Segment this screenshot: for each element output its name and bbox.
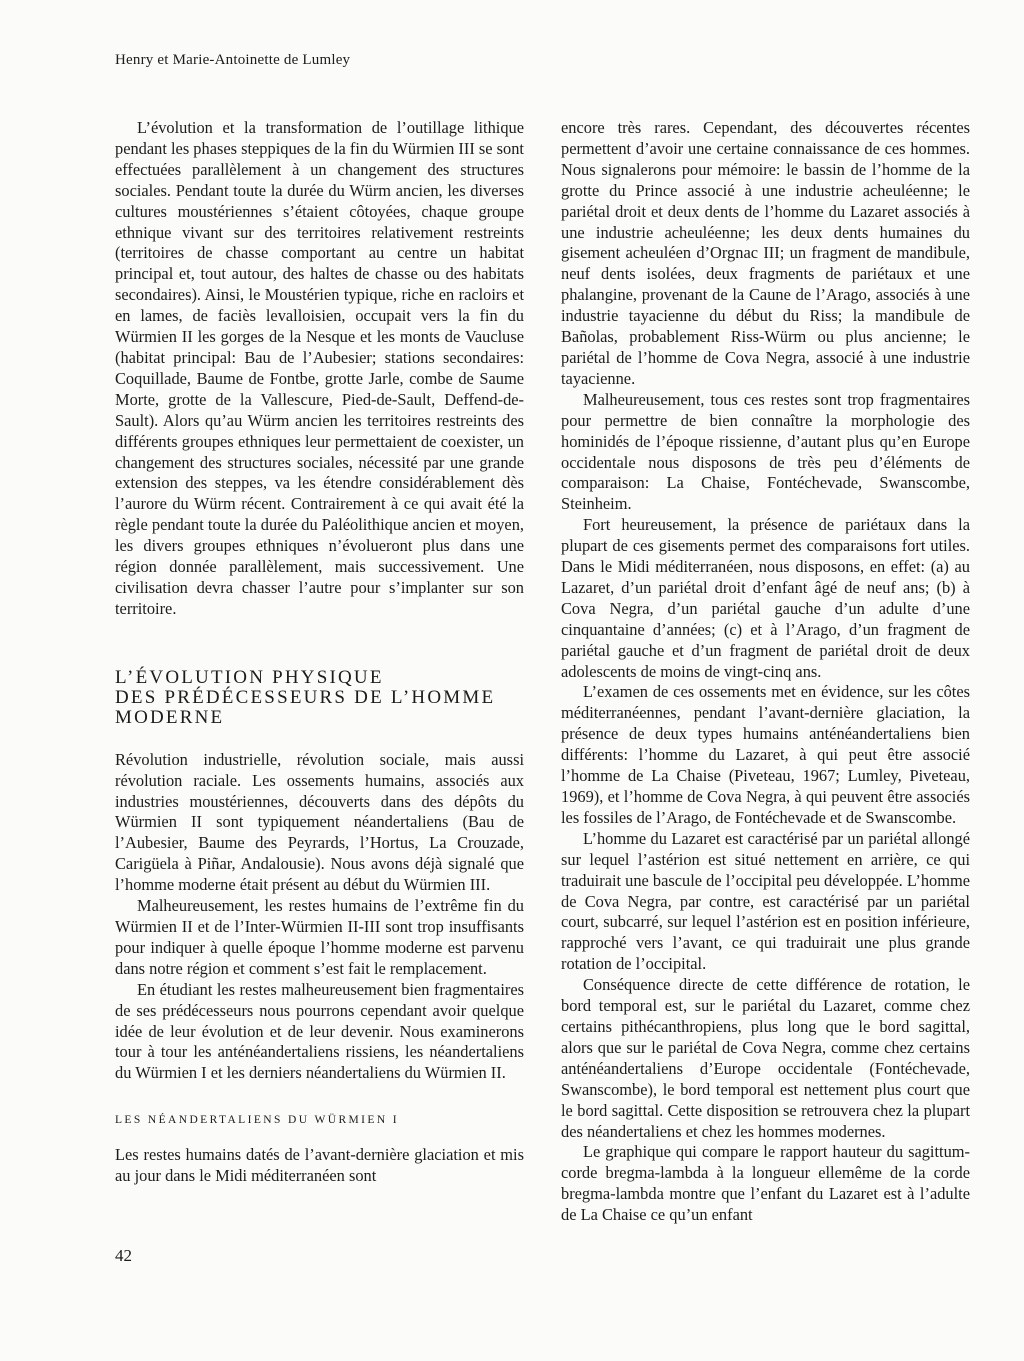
paragraph: Malheureusement, les restes humains de l’extrême fin du Würmien II et de l’Inter-Würmien II-III sont trop insuffisants pour indiquer à quelle époque l’homme moderne est parvenu dans notre région et comment s’est fait le remplacement. — [115, 896, 524, 978]
subsection-title: LES NÉANDERTALIENS DU WÜRMIEN I — [115, 1114, 400, 1127]
paragraph: L’examen de ces ossements met en évidence, sur les côtes méditerranéennes, pendant l’avant-dernière glaciation, la présence de deux types humains anténéandertaliens bien différents: l’homme du Lazaret, à qui peut être associé l’homme de La Chaise (Piveteau, 1967; Lumley, Piveteau, 1969), et l’homme de Cova Negra, à qui peuvent être associés les fossiles de l’Arago, de Fontéchevade et de Swanscombe. — [561, 682, 970, 827]
page-number: 42 — [115, 1246, 132, 1265]
section-title-line: MODERNE — [115, 706, 225, 728]
paragraph: Le graphique qui compare le rapport hauteur du sagittum-corde bregma-lambda à la longueur ellemême de la corde bregma-lambda montre que l’enfant du Lazaret est à l’adulte de La Chaise ce qu’un enfant — [561, 1142, 970, 1225]
section-title-line: L’ÉVOLUTION PHYSIQUE — [115, 666, 384, 688]
paragraph: encore très rares. Cependant, des découvertes récentes permettent d’avoir une certaine connaissance de ces hommes. Nous signalerons pour mémoire: le bassin de l’homme de la grotte du Prince associé à une industrie acheuléenne; le pariétal droit et deux dents de l’homme du Lazaret associés à une industrie acheuléenne; les deux dents humaines du gisement acheuléen d’Orgnac III; un fragment de mandibule, neuf dents isolées, deux fragments de pariétaux et une phalangine, provenant de la Caune de l’Arago, associés à une industrie tayacienne du début du Riss; la mandibule de Bañolas, probablement Riss-Würm ou plus ancienne; le pariétal de l’homme de Cova Negra, associé à une industrie tayacienne. — [561, 118, 970, 388]
left-column — [115, 118, 524, 1187]
paragraph: Révolution industrielle, révolution sociale, mais aussi révolution raciale. Les ossements humains, associés aux industries moustériennes, découverts dans des dépôts du Würmien II sont typiquement néandertaliens (Bau de l’Aubesier, Baume des Peyrards, l’Hortus, La Crouzade, Carigüela à Piñar, Andalousie). Nous avons déjà signalé que l’homme moderne était présent au début du Würmien III. — [115, 749, 524, 895]
running-head: Henry et Marie-Antoinette de Lumley — [115, 52, 351, 68]
paragraph: L’homme du Lazaret est caractérisé par un pariétal allongé sur lequel l’astérion est situé nettement en arrière, ce qui traduirait une bascule de l’occipital peu développée. L’homme de Cova Negra, par contre, est caractérisé par un pariétal court, subcarré, sur lequel l’astérion est en position inférieure, rapproché vers l’avant, ce qui traduirait une plus grande rotation de l’occipital. — [561, 828, 971, 974]
paragraph: Conséquence directe de cette différence de rotation, le bord temporal est, sur le pariétal du Lazaret, comme chez certains pithécanthropiens, plus long que le bord sagittal, alors que sur le pariétal de Cova Negra, comme chez certains anténéandertaliens d’Europe occidentale (Fontéchevade, Swanscombe), le bord temporal est nettement plus court que le bord sagittal. Cette disposition se retrouvera chez la plupart des néandertaliens et chez les hommes modernes. — [561, 975, 970, 1141]
paragraph: Les restes humains datés de l’avant-dernière glaciation et mis au jour dans le Midi méditerranéen sont — [115, 1145, 524, 1186]
paragraph: L’évolution et la transformation de l’outillage lithique pendant les phases steppiques de la fin du Würmien III se sont effectuées parallèlement à un changement des structures sociales. Pendant toute la durée du Würm ancien, les diverses cultures moustériennes s’étaient côtoyées, chaque groupe ethnique vivant sur des territoires relativement restreints (territoires de chasse comportant au centre un habitat principal et, tout autour, des haltes de chasse ou des habitats secondaires). Ainsi, le Moustérien typique, riche en racloirs et en lames, de faciès levalloisien, occupait vers la fin du Würmien II les gorges de la Nesque et les monts de Vaucluse (habitat principal: Bau de l’Aubesier; stations secondaires: Coquillade, Baume de Fontbe, grotte Jarle, combe de Saume Morte, grotte de la Vallescure, Pied-de-Sault, Deffend-de-Sault). Alors qu’au Würm ancien les territoires restreints des différents groupes ethniques leur permettaient de coexister, un changement des structures sociales, nécessité par une grande extension des steppes, va les étendre considérablement dès l’aurore du Würm récent. Contrairement à ce qui avait été la règle pendant toute la durée du Paléolithique ancien et moyen, les divers groupes ethniques n’évolueront plus dans une région donnée parallèlement, mais successivement. Une civilisation devra chasser l’autre pour s’implanter sur son territoire. — [115, 118, 524, 618]
paragraph: En étudiant les restes malheureusement bien fragmentaires de ses prédécesseurs nous pourrons cependant avoir quelque idée de leur évolution et de leur devenir. Nous examinerons tour à tour les anténéandertaliens rissiens, les néandertaliens du Würmien I et les derniers néandertaliens du Würmien II. — [115, 979, 524, 1083]
paragraph: Fort heureusement, la présence de pariétaux dans la plupart de ces gisements permet des comparaisons fort utiles. Dans le Midi méditerranéen, nous disposons, en effet: (a) au Lazaret, d’un pariétal droit d’enfant âgé de neuf ans; (b) à Cova Negra, d’un pariétal gauche d’un adulte d’une cinquantaine d’années; (c) et à l’Arago, d’un fragment de pariétal gauche et d’un fragment de pariétal droit de deux adolescents de moins de vingt-cinq ans. — [561, 515, 970, 681]
paragraph: Malheureusement, tous ces restes sont trop fragmentaires pour permettre de bien connaître la morphologie des hominidés de l’époque rissienne, d’autant plus qu’en Europe occidentale nous disposons de très peu d’éléments de comparaison: La Chaise, Fontéchevade, Swanscombe, Steinheim. — [561, 389, 970, 514]
section-title — [115, 668, 524, 728]
right-column — [561, 118, 970, 1226]
section-title-line: DES PRÉDÉCESSEURS DE L’HOMME — [115, 686, 496, 708]
